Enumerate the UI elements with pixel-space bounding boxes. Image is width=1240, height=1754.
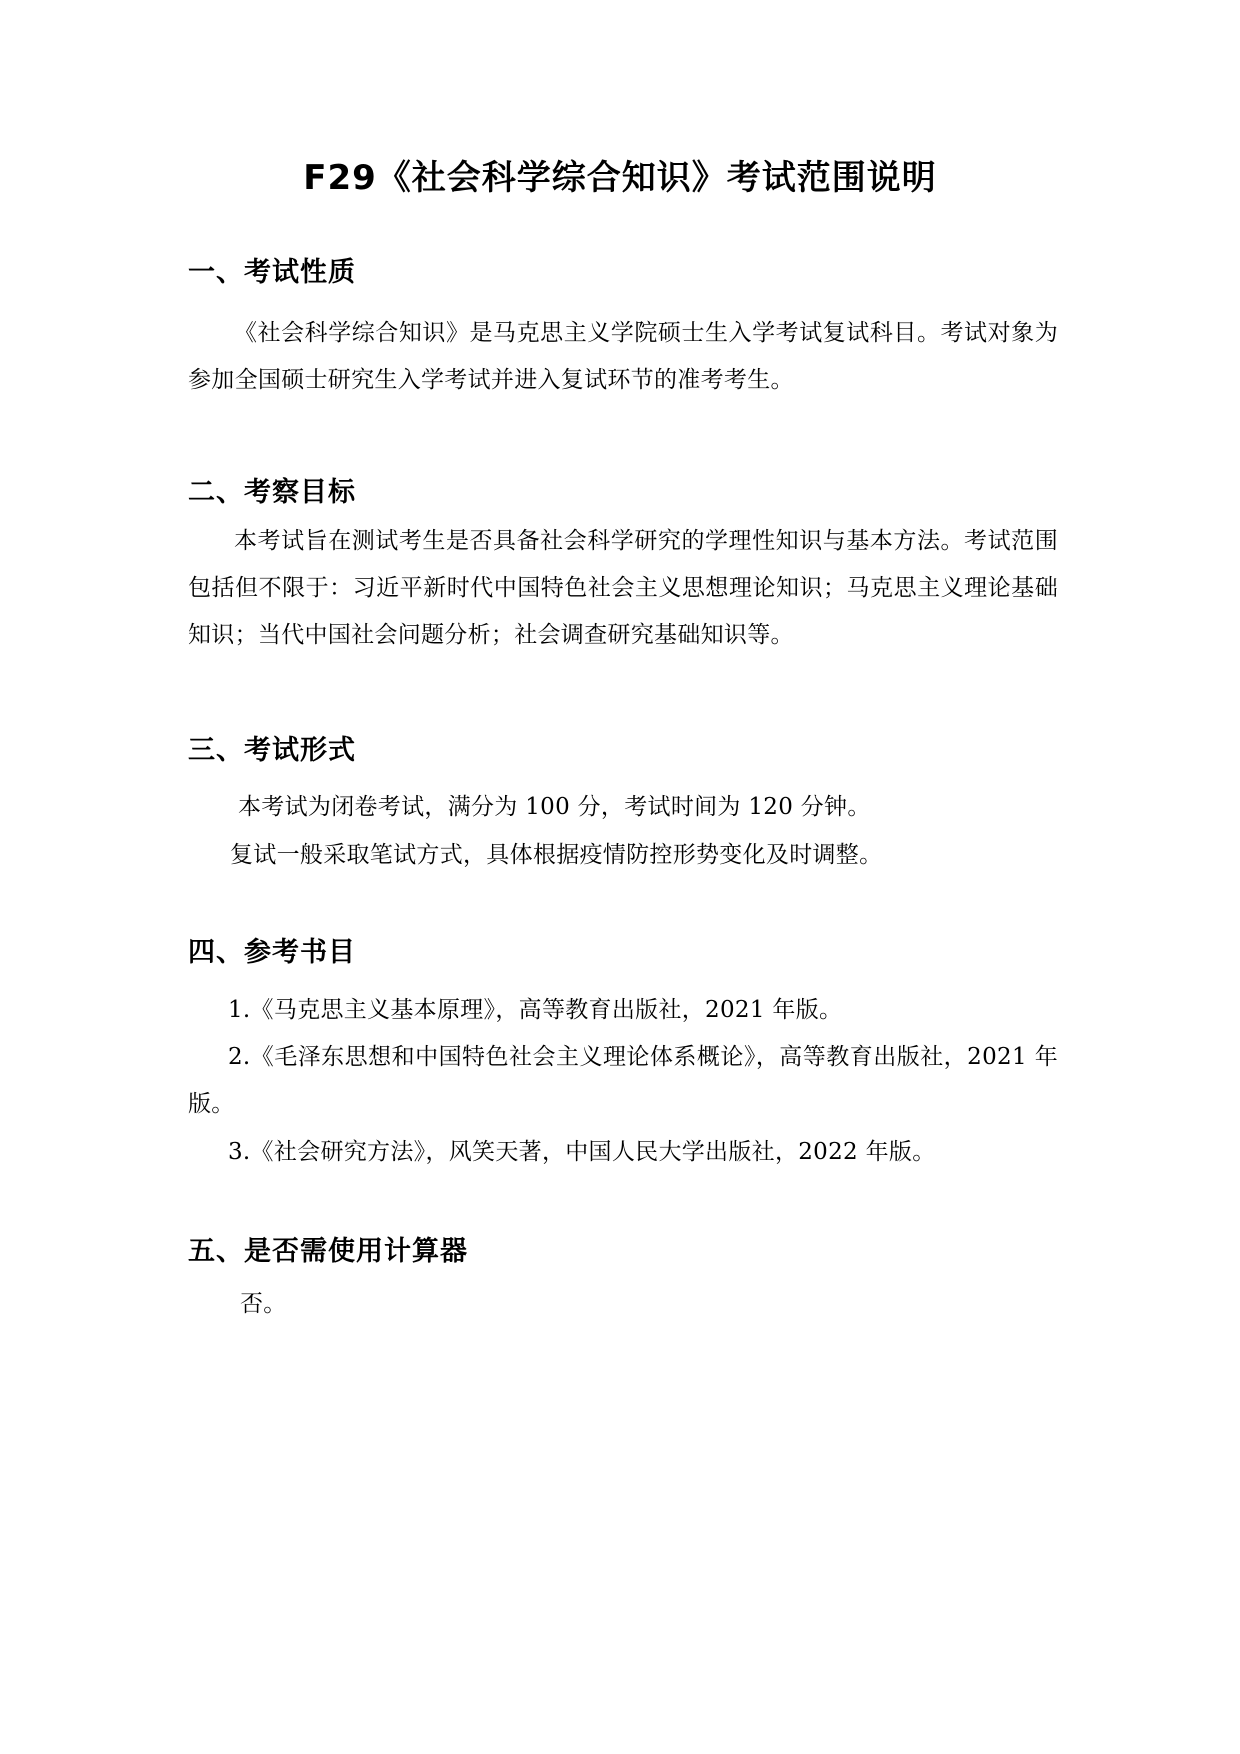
section-paragraph-objectives: 本考试旨在测试考生是否具备社会科学研究的学理性知识与基本方法。考试范围包括但不限于：习近平新时代中国特色社会主义思想理论知识；马克思主义理论基础知识；当代中国社会问题分析；社会调查研究基础知识等。 <box>188 528 1058 648</box>
section-heading-format: 三、考试形式 <box>188 735 356 766</box>
format-line-2: 复试一般采取笔试方式，具体根据疫情防控形势变化及时调整。 <box>230 842 883 868</box>
calculator-answer: 否。 <box>240 1291 287 1317</box>
reference-item-1: 1.《马克思主义基本原理》，高等教育出版社，2021 年版。 <box>228 997 843 1023</box>
section-paragraph-nature: 《社会科学综合知识》是马克思主义学院硕士生入学考试复试科目。考试对象为参加全国硕士研究生入学考试并进入复试环节的准考考生。 <box>188 320 1058 393</box>
format-line-1: 本考试为闭卷考试，满分为 100 分，考试时间为 120 分钟。 <box>238 794 871 820</box>
section-heading-references: 四、参考书目 <box>188 937 356 968</box>
reference-item-2: 2.《毛泽东思想和中国特色社会主义理论体系概论》，高等教育出版社，2021 年版。 <box>188 1044 1058 1117</box>
section-heading-objectives: 二、考察目标 <box>188 477 356 508</box>
section-heading-calculator: 五、是否需使用计算器 <box>188 1236 468 1267</box>
section-heading-nature: 一、考试性质 <box>188 257 356 288</box>
reference-item-3: 3.《社会研究方法》，风笑天著，中国人民大学出版社，2022 年版。 <box>228 1139 936 1165</box>
document-title: F29《社会科学综合知识》考试范围说明 <box>303 158 937 198</box>
